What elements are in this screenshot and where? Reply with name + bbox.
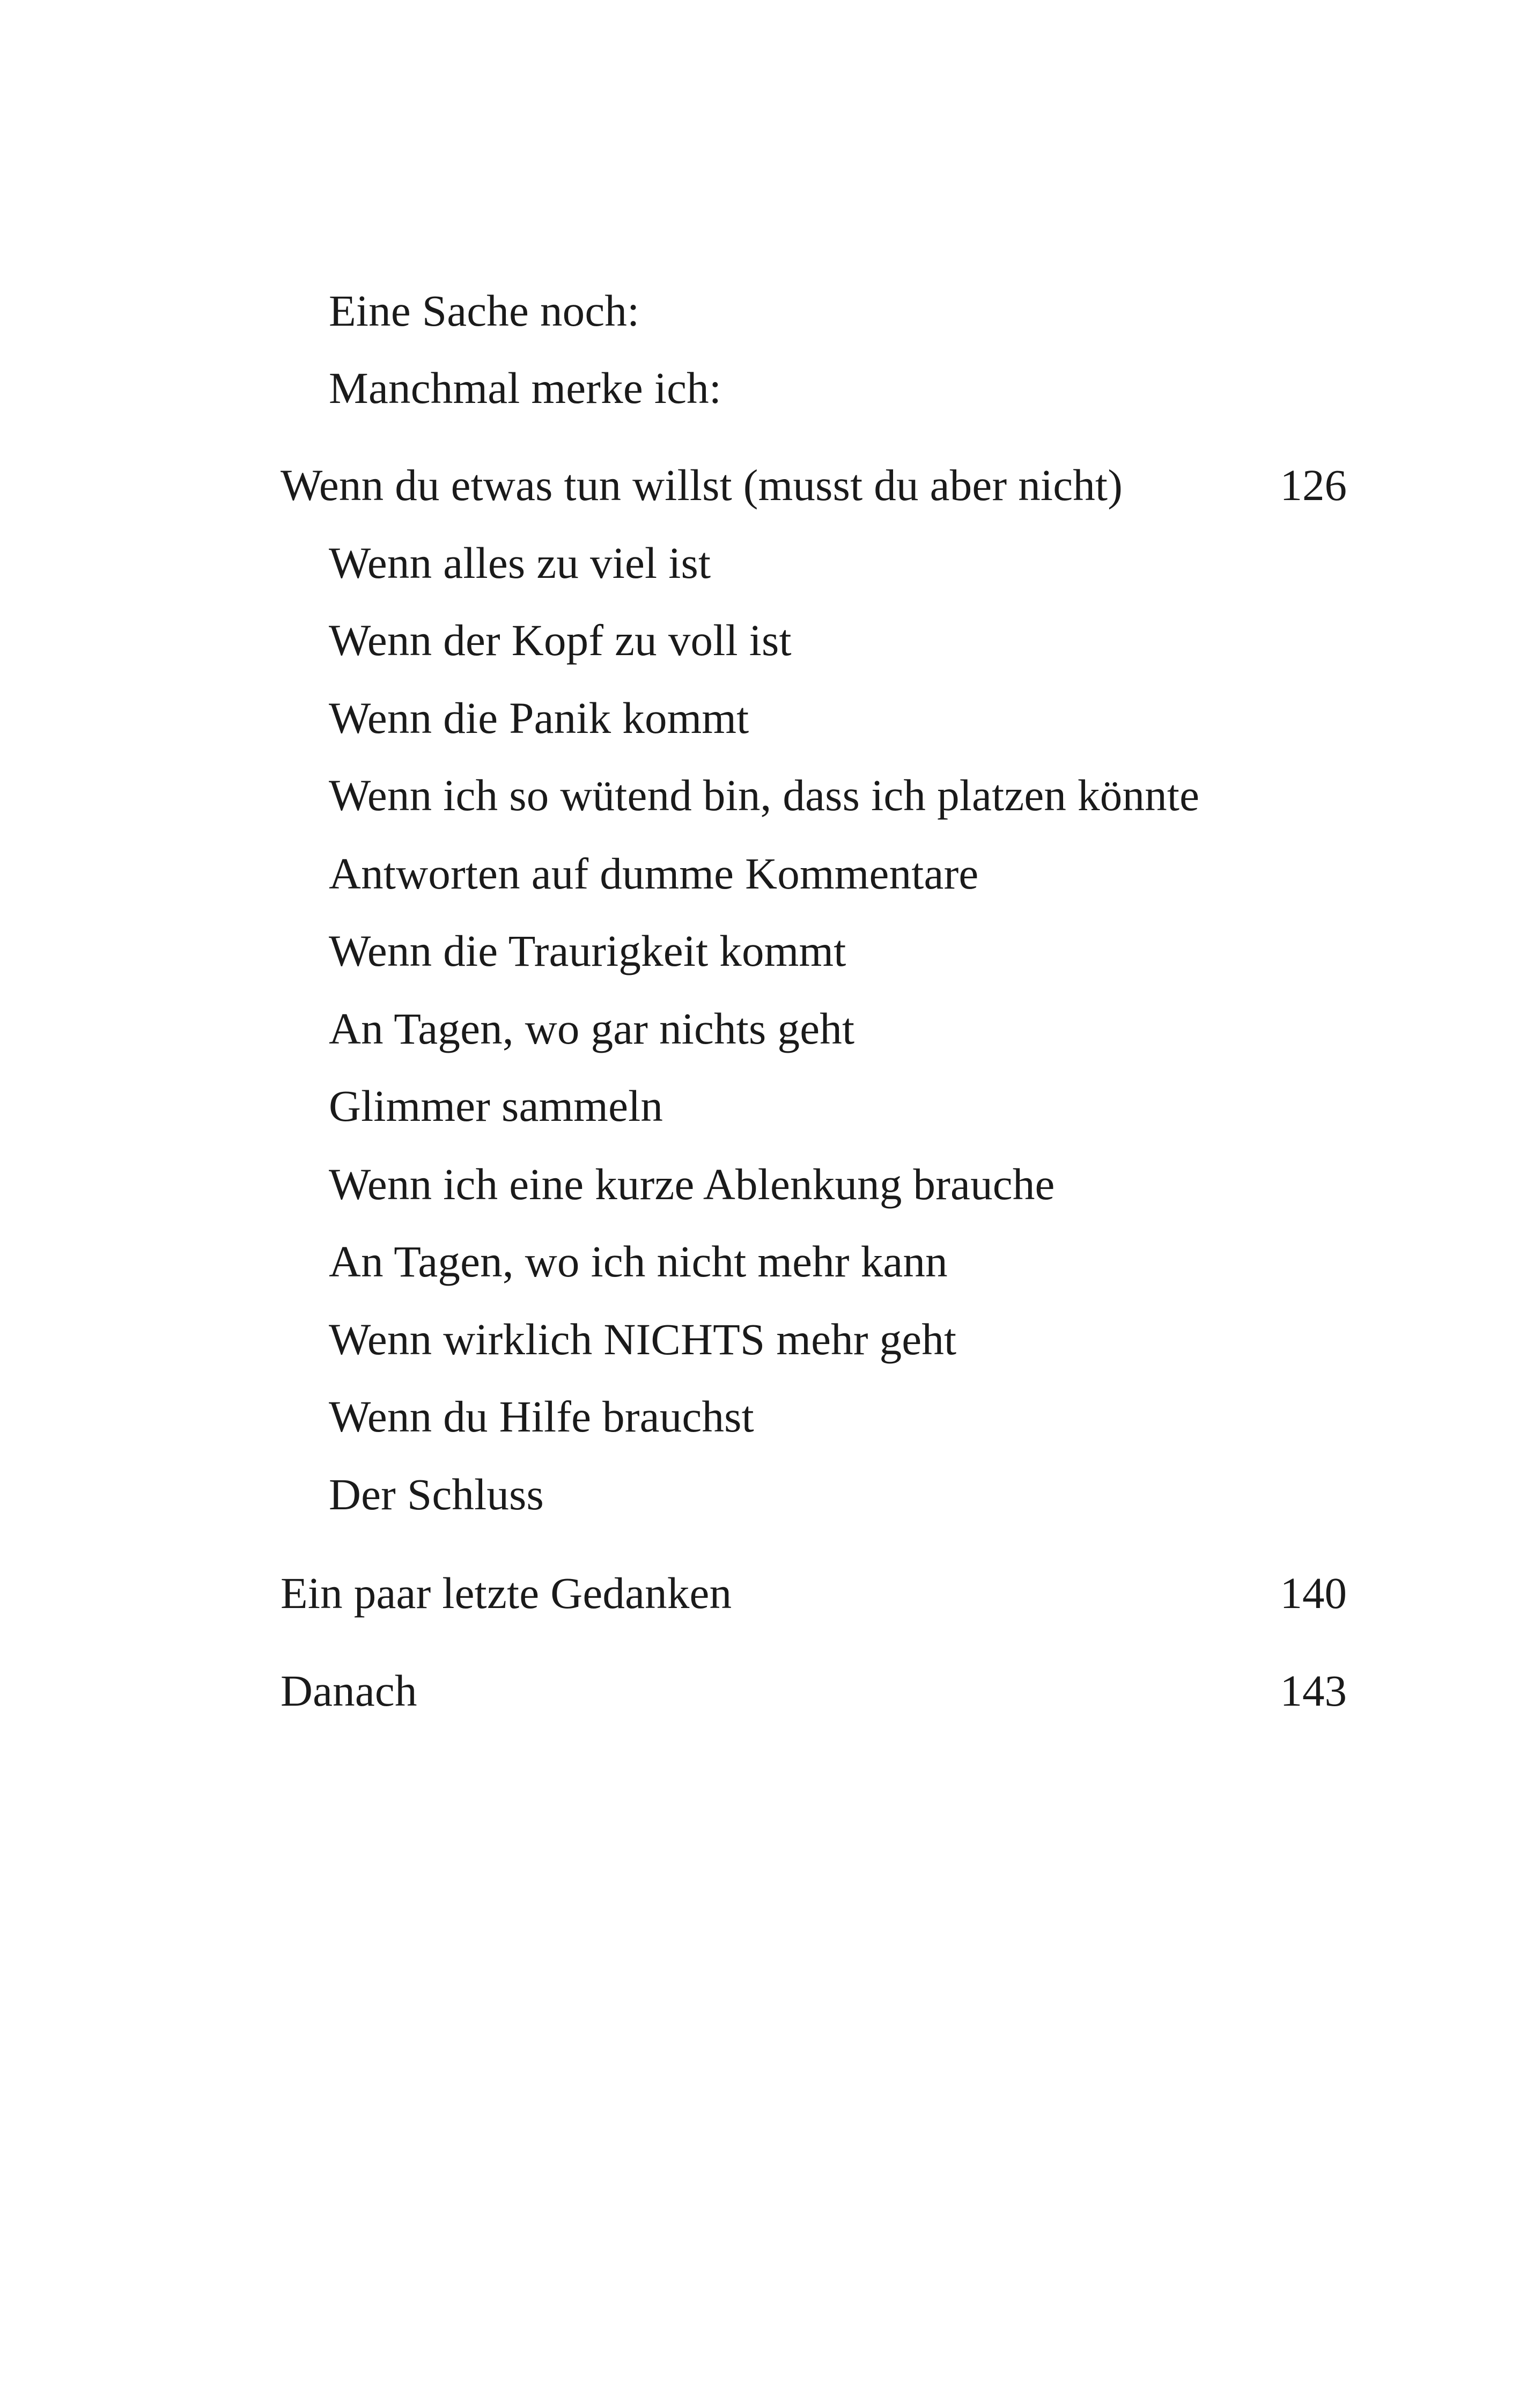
toc-subentry: Wenn wirklich NICHTS mehr geht — [329, 1315, 957, 1364]
toc-subentry: Wenn alles zu viel ist — [329, 538, 711, 588]
toc-subentry: Wenn der Kopf zu voll ist — [329, 615, 792, 665]
toc-page-number: 143 — [1280, 1666, 1347, 1715]
toc-subentry: Wenn die Traurigkeit kommt — [329, 926, 846, 975]
toc-subentry: An Tagen, wo gar nichts geht — [329, 1004, 855, 1053]
toc-entry-title: Wenn du etwas tun willst (musst du aber nicht) — [281, 460, 1123, 510]
toc-subentry: Glimmer sammeln — [329, 1081, 663, 1130]
toc-subentry: Wenn du Hilfe brauchst — [329, 1392, 754, 1441]
toc-page-number: 140 — [1280, 1568, 1347, 1618]
toc-subentry: Der Schluss — [329, 1470, 544, 1519]
toc-page-number: 126 — [1280, 460, 1347, 510]
toc-subentry: Manchmal merke ich: — [329, 363, 722, 413]
toc-subentry: Antworten auf dumme Kommentare — [329, 849, 979, 898]
toc-subentry: Wenn ich eine kurze Ablenkung brauche — [329, 1159, 1055, 1209]
toc-subentry: An Tagen, wo ich nicht mehr kann — [329, 1237, 948, 1286]
toc-subentry: Wenn ich so wütend bin, dass ich platzen könnte — [329, 770, 1200, 820]
toc-subentry: Wenn die Panik kommt — [329, 693, 749, 743]
toc-subentry: Eine Sache noch: — [329, 286, 640, 335]
toc-entry-title: Ein paar letzte Gedanken — [281, 1568, 732, 1618]
toc-entry-title: Danach — [281, 1666, 417, 1715]
